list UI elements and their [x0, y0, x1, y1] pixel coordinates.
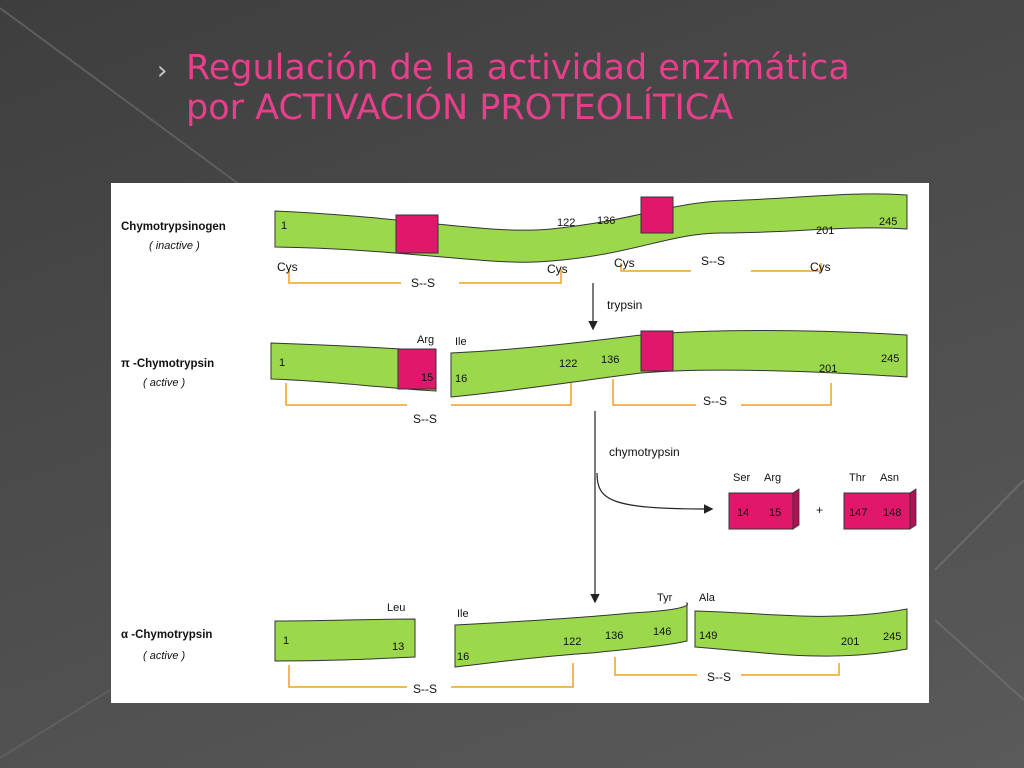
residue-149: 149 — [699, 630, 718, 642]
chymotrypsin-label: chymotrypsin — [609, 445, 680, 459]
chymotrypsinogen-row — [121, 194, 907, 290]
disulfide-label: S--S — [701, 254, 725, 268]
cut-segment-14-15 — [396, 215, 438, 253]
pi-chymotrypsin-state: ( active ) — [143, 377, 186, 389]
disulfide-label: S--S — [707, 670, 731, 684]
arg-label: Arg — [764, 472, 782, 484]
residue-15: 15 — [769, 507, 782, 519]
ala-label: Ala — [699, 592, 715, 604]
chymotrypsinogen-chain — [275, 194, 907, 262]
ile-label: Ile — [455, 336, 467, 348]
ser-label: Ser — [733, 472, 751, 484]
residue-122: 122 — [559, 358, 578, 370]
residue-14: 14 — [737, 507, 750, 519]
disulfide-bonds — [289, 657, 839, 687]
activation-diagram — [111, 183, 929, 703]
title-line-2: por ACTIVACIÓN PROTEOLÍTICA — [186, 88, 734, 128]
cys-label: Cys — [810, 260, 831, 274]
alpha-chain-c — [695, 609, 907, 656]
cys-label: Cys — [614, 256, 635, 270]
alpha-chymotrypsin-row — [121, 592, 907, 696]
arg-label: Arg — [417, 334, 435, 346]
pi-chain-fragment-b — [451, 331, 907, 398]
alpha-chymotrypsin-label: α -Chymotrypsin — [121, 629, 213, 641]
plus-sign: + — [816, 503, 824, 517]
cut-segment-147-148 — [641, 331, 673, 371]
residue-148: 148 — [883, 507, 902, 519]
disulfide-label: S--S — [413, 682, 437, 696]
cys-label: Cys — [277, 260, 298, 274]
pi-chymotrypsin-label: π -Chymotrypsin — [121, 358, 215, 370]
chevron-bullet-icon: › — [157, 56, 168, 86]
title-line-1: Regulación de la actividad enzimática — [186, 48, 850, 88]
pi-chymotrypsin-row — [121, 331, 907, 427]
disulfide-label: S--S — [703, 394, 727, 408]
tyr-label: Tyr — [657, 592, 673, 604]
alpha-chymotrypsin-state: ( active ) — [143, 650, 186, 662]
residue-147: 147 — [849, 507, 868, 519]
residue-15: 15 — [421, 372, 434, 384]
slide-title — [186, 48, 986, 128]
side-arrow-icon — [597, 473, 711, 509]
residue-201: 201 — [816, 225, 835, 237]
chymotrypsinogen-state: ( inactive ) — [149, 240, 200, 252]
residue-245: 245 — [879, 216, 898, 228]
alpha-chain-a — [275, 619, 415, 661]
asn-label: Asn — [880, 472, 899, 484]
disulfide-label: S--S — [413, 412, 437, 426]
residue-201: 201 — [819, 363, 838, 375]
residue-136: 136 — [597, 215, 616, 227]
residue-201: 201 — [841, 636, 860, 648]
trypsin-label: trypsin — [607, 298, 643, 312]
chymotrypsinogen-label: Chymotrypsinogen — [121, 221, 226, 233]
residue-1: 1 — [281, 220, 288, 232]
residue-146: 146 — [653, 626, 672, 638]
residue-16: 16 — [455, 373, 468, 385]
residue-136: 136 — [601, 354, 620, 366]
disulfide-label: S--S — [411, 276, 435, 290]
chymotrypsin-step — [595, 411, 916, 601]
leu-label: Leu — [387, 602, 406, 614]
ile-label: Ile — [457, 608, 469, 620]
residue-1: 1 — [279, 357, 286, 369]
residue-1: 1 — [283, 635, 290, 647]
residue-136: 136 — [605, 630, 624, 642]
residue-13: 13 — [392, 641, 405, 653]
residue-122: 122 — [557, 217, 576, 229]
residue-245: 245 — [883, 631, 902, 643]
residue-16: 16 — [457, 651, 470, 663]
residue-245: 245 — [881, 353, 900, 365]
cys-label: Cys — [547, 262, 568, 276]
thr-label: Thr — [849, 472, 866, 484]
residue-122: 122 — [563, 636, 582, 648]
cut-segment-147-148 — [641, 197, 673, 233]
trypsin-step — [593, 283, 642, 328]
